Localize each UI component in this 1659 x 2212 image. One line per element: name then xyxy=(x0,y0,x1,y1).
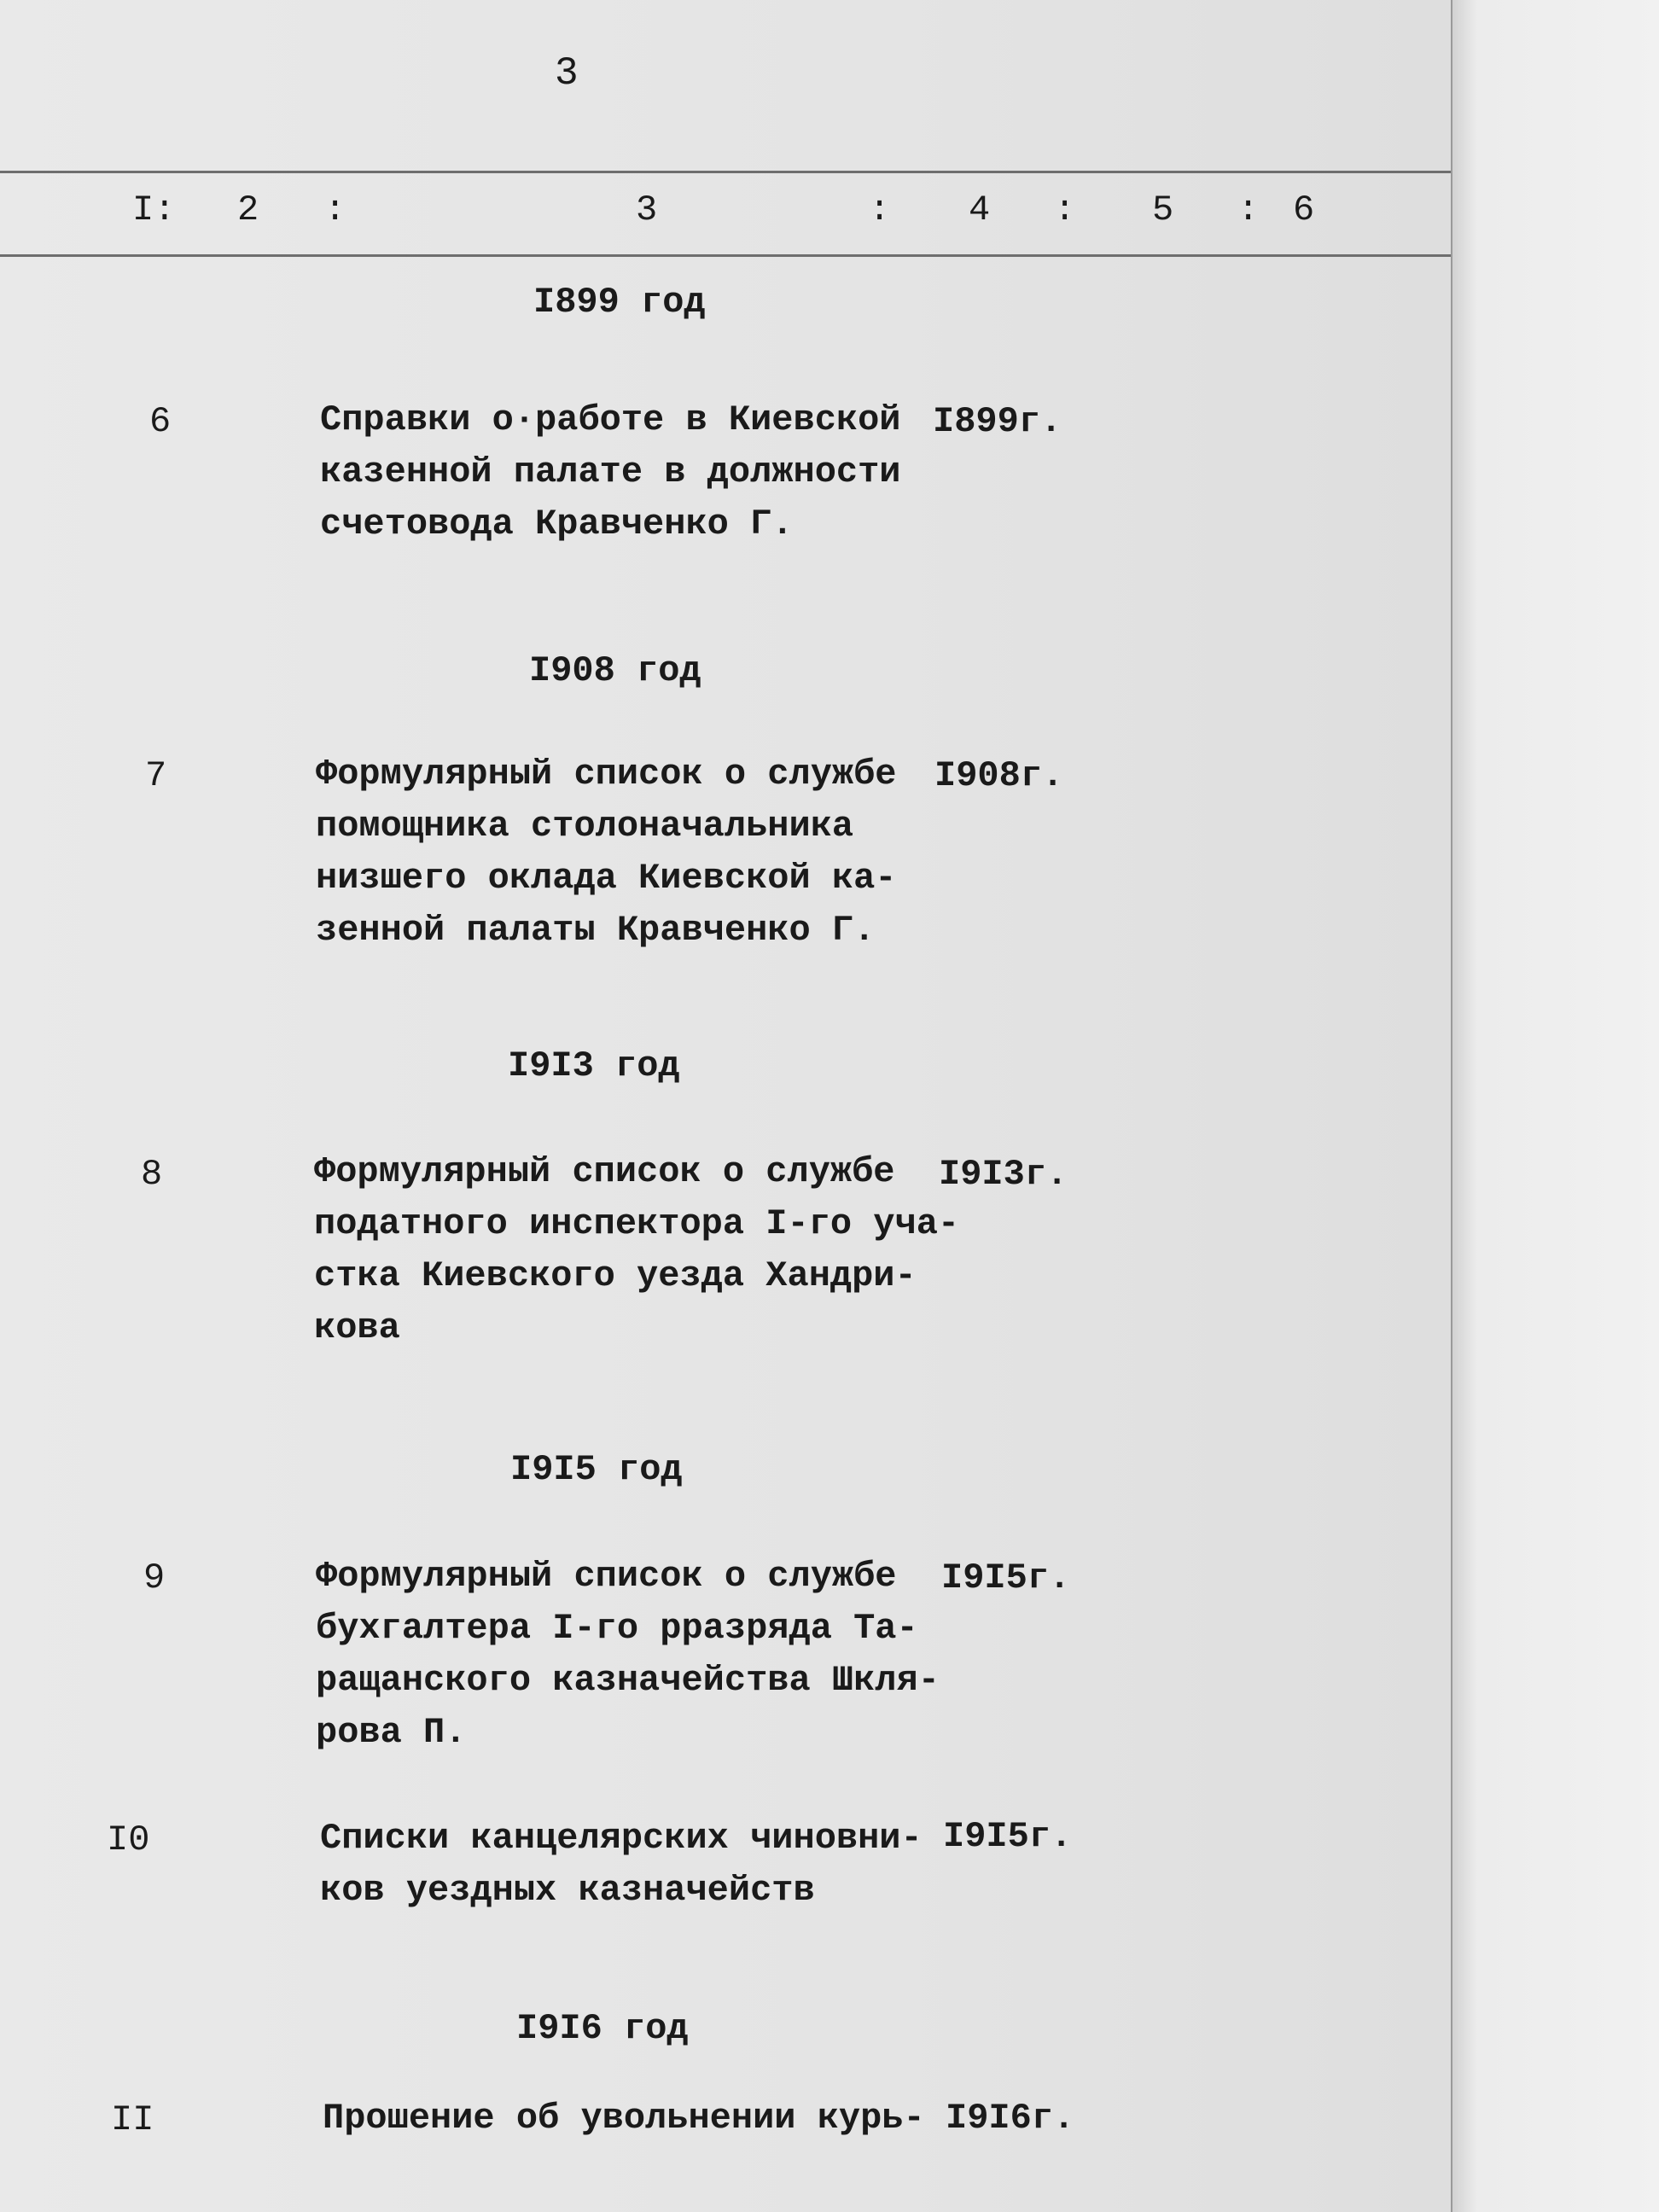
entry-line: зенной палаты Кравченко Г. xyxy=(316,910,876,951)
year-heading-1899: I899 год xyxy=(533,282,706,323)
entry-description xyxy=(314,1146,959,1354)
entry-date: I9I3г. xyxy=(939,1154,1068,1195)
entry-description xyxy=(316,1551,940,1759)
header-col-5: 5 xyxy=(1152,189,1174,230)
entry-line: ков уездных казначейств xyxy=(320,1870,815,1911)
page-number: 3 xyxy=(555,51,579,96)
year-heading-1916: I9I6 год xyxy=(516,2008,689,2049)
entry-line: кова xyxy=(314,1307,400,1348)
entry-number: II xyxy=(111,2099,154,2140)
entry-line: податного инспектора I-го уча- xyxy=(314,1203,960,1244)
entry-date: I9I5г. xyxy=(941,1557,1071,1598)
entry-line: Формулярный список о службе xyxy=(316,754,897,795)
header-rule-top xyxy=(0,171,1451,173)
entry-line: стка Киевского уезда Хандри- xyxy=(314,1255,917,1296)
page-edge-shadow xyxy=(1451,0,1659,2212)
entry-description xyxy=(316,748,897,957)
entry-line: Списки канцелярских чиновни- xyxy=(320,1818,923,1859)
header-separator: : xyxy=(1237,189,1260,230)
entry-line: казенной палате в должности xyxy=(320,451,901,492)
entry-number: 9 xyxy=(143,1557,166,1598)
header-separator: : xyxy=(324,189,346,230)
entry-number: 7 xyxy=(145,755,167,796)
entry-line: Прошение об увольнении курь- xyxy=(323,2098,925,2139)
header-rule-bottom xyxy=(0,254,1451,257)
entry-line: Формулярный список о службе xyxy=(314,1151,895,1192)
header-separator: : xyxy=(869,189,891,230)
entry-date: I9I6г. xyxy=(946,2098,1075,2139)
entry-description xyxy=(320,1813,923,1917)
entry-date: I899г. xyxy=(933,401,1062,442)
entry-date: I908г. xyxy=(934,755,1064,796)
entry-description xyxy=(320,394,901,550)
entry-number: I0 xyxy=(107,1819,150,1860)
entry-number: 8 xyxy=(141,1154,163,1195)
entry-line: Справки о·работе в Киевской xyxy=(320,399,901,440)
entry-number: 6 xyxy=(149,401,172,442)
year-heading-1913: I9I3 год xyxy=(508,1045,680,1086)
year-heading-1915: I9I5 год xyxy=(510,1449,683,1490)
entry-line: низшего оклада Киевской ка- xyxy=(316,858,897,899)
year-heading-1908: I908 год xyxy=(529,650,701,691)
entry-date: I9I5г. xyxy=(943,1816,1073,1857)
header-col-3: 3 xyxy=(636,189,658,230)
header-separator: : xyxy=(1054,189,1076,230)
entry-line: бухгалтера I-го рразряда Та- xyxy=(316,1608,918,1649)
entry-line: помощника столоначальника xyxy=(316,806,854,847)
header-col-4: 4 xyxy=(969,189,991,230)
header-col-1: I: xyxy=(132,189,176,230)
entry-line: Формулярный список о службе xyxy=(316,1556,897,1597)
header-col-2: 2 xyxy=(237,189,259,230)
entry-line: счетовода Кравченко Г. xyxy=(320,504,794,544)
entry-line: ращанского казначейства Шкля- xyxy=(316,1660,940,1701)
entry-description xyxy=(323,2093,925,2145)
entry-line: рова П. xyxy=(316,1712,467,1753)
header-col-6: 6 xyxy=(1293,189,1315,230)
